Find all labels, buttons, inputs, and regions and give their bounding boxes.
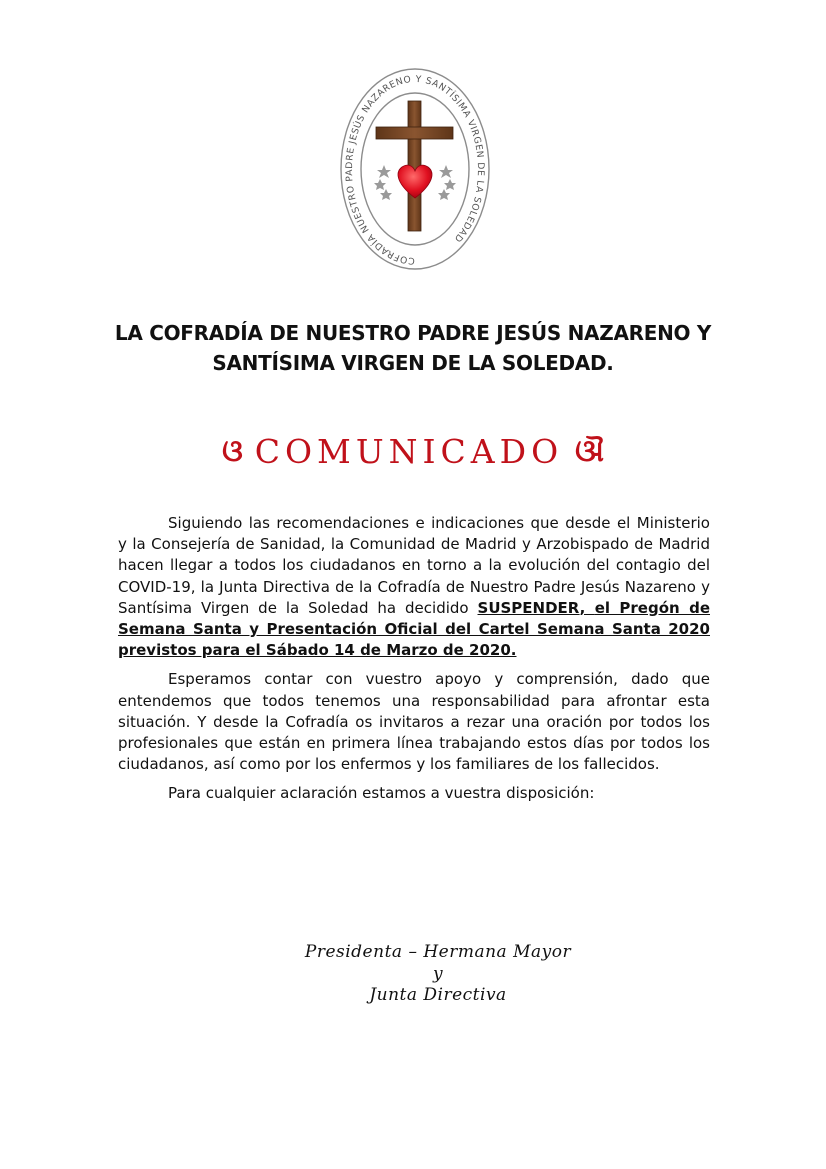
cross-icon: [376, 101, 453, 231]
paragraph-1-text: Siguiendo las recomendaciones e indicaciones que desde el Ministerio y la Consejería de Sanidad, la Comunidad de Madrid y Arzobispado de Madrid hacen llegar a todos los ciudadanos en torno a la evolución del contagio del COVID-19, la Junta Directiva de la Cofradía de Nuestro Padre Jesús Nazareno y Santísima Virgen de la Soledad ha decidido: [118, 514, 710, 617]
heading-line-1: LA COFRADÍA DE NUESTRO PADRE JESÚS NAZARENO Y: [114, 321, 712, 345]
signature-line-2: y: [432, 963, 444, 984]
heading-line-2: SANTÍSIMA VIRGEN DE LA SOLEDAD.: [212, 351, 614, 375]
cofradia-seal: [340, 68, 490, 270]
document-heading: [60, 318, 766, 378]
seal-ring-text: COFRADÍA NUESTRO PADRE JESÚS NAZARENO Y SANTÍSIMA VIRGEN DE LA SOLEDAD: [343, 73, 487, 267]
left-ornament-icon: ଓ: [222, 434, 243, 469]
signature-block: [0, 942, 826, 1007]
suspender-emphasis: SUSPENDER: [477, 598, 580, 617]
comunicado-word: COMUNICADO: [254, 432, 564, 471]
right-ornament-icon: ଔ: [575, 434, 604, 469]
signature-line-1: Presidenta – Hermana Mayor: [304, 942, 572, 962]
comunicado-title: [0, 425, 826, 477]
event-emphasis: el Pregón de Semana Santa y Presentación Oficial del Cartel Semana Santa 2020 previstos para el Sábado 14 de Marzo de 2020.: [118, 598, 710, 660]
signature-line-3: Junta Directiva: [369, 985, 507, 1005]
paragraph-1: [118, 513, 710, 661]
heart-icon: [398, 165, 432, 198]
paragraph-2: Esperamos contar con vuestro apoyo y comprensión, dado que entendemos que todos tenemos una responsabilidad para afrontar esta situación. Y desde la Cofradía os invitaros a rezar una oración por todos los profesionales que están en primera línea trabajando estos días por todos los ciudadanos, así como por los enfermos y los familiares de los fallecidos.: [118, 670, 710, 774]
document-body: [118, 513, 710, 813]
paragraph-3: Para cualquier aclaración estamos a vuestra disposición:: [168, 784, 595, 803]
emphasis-separator: ,: [579, 598, 595, 617]
